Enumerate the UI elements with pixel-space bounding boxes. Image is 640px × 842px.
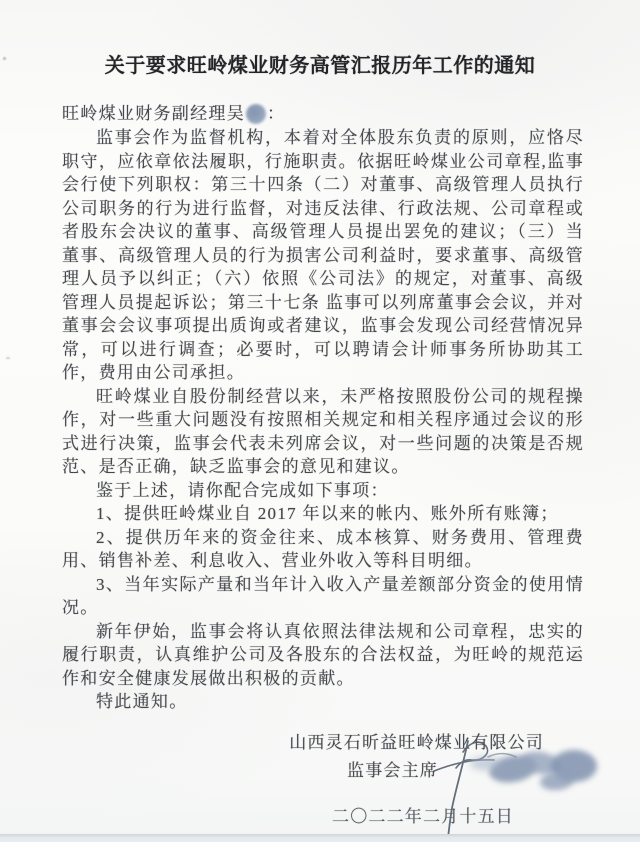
paragraph-request-intro: 鉴于上述，请你配合完成如下事项： bbox=[96, 480, 389, 500]
paragraph-problems: 旺岭煤业自股份制经营以来，未严格按照股份公司的规程操作，对一些重大问题没有按照相关规定和相关程序通过会议的形式进行决策，监事会代表未列席会议，对一些问题的决策是否规范、是否正确，缺乏监事会的意见和建议。 bbox=[62, 386, 584, 476]
signature-role: 监事会主席 bbox=[347, 760, 438, 780]
salutation-colon: ： bbox=[267, 104, 286, 123]
list-item-3: 3、当年实际产量和当年计入收入产量差额部分资金的使用情况。 bbox=[62, 574, 584, 617]
redacted-name-blur bbox=[246, 104, 266, 124]
list-item-1: 1、提供旺岭煤业自 2017 年以来的帐内、账外所有账簿； bbox=[96, 504, 559, 523]
document-body bbox=[0, 102, 640, 714]
paragraph-supervisory-powers: 监事会作为监督机构，本着对全体股东负责的原则，应恪尽职守，应依章依法履职，行施职责。依据旺岭煤业公司章程,监事会行使下列职权：第三十四条（二）对董事、高级管理人员执行公司职务的行为进行监督，对违反法律、行政法规、公司章程或者股东会决议的董事、高级管理人员提出罢免的建议；（三）当董事、高级管理人员的行为损害公司利益时，要求董事、高级管理人员予以纠正；（六）依照《公司法》的规定，对董事、高级管理人员提起诉讼；第三十七条 监事可以列席董事会会议，并对董事会会议事项提出质询或者建议，监事会发现公司经营情况异常，可以进行调查；必要时，可以聘请会计师事务所协助其工作，费用由公司承担。 bbox=[62, 128, 584, 382]
salutation-line bbox=[62, 102, 584, 126]
document-title: 关于要求旺岭煤业财务高管汇报历年工作的通知 bbox=[104, 55, 536, 77]
signature-redaction-blur bbox=[470, 757, 500, 770]
signature-date: 二〇二二年二月十五日 bbox=[332, 806, 514, 826]
list-item-2: 2、提供历年来的资金往来、成本核算、财务费用、管理费用、销售补差、利息收入、营业外收入等科目明细。 bbox=[62, 527, 584, 570]
salutation-text: 旺岭煤业财务副经理吴 bbox=[62, 104, 245, 123]
notice-line: 特此通知。 bbox=[96, 692, 188, 711]
signature-company-name: 山西灵石昕益旺岭煤业有限公司 bbox=[289, 732, 544, 752]
scan-speck bbox=[3, 57, 6, 60]
scan-bottom-edge bbox=[0, 834, 640, 842]
scan-speck bbox=[6, 357, 10, 359]
paragraph-closing: 新年伊始，监事会将认真依照法律法规和公司章程，忠实的履行职责，认真维护公司及各股东的合法权益，为旺岭的规范运作和安全健康发展做出积极的贡献。 bbox=[62, 621, 584, 688]
